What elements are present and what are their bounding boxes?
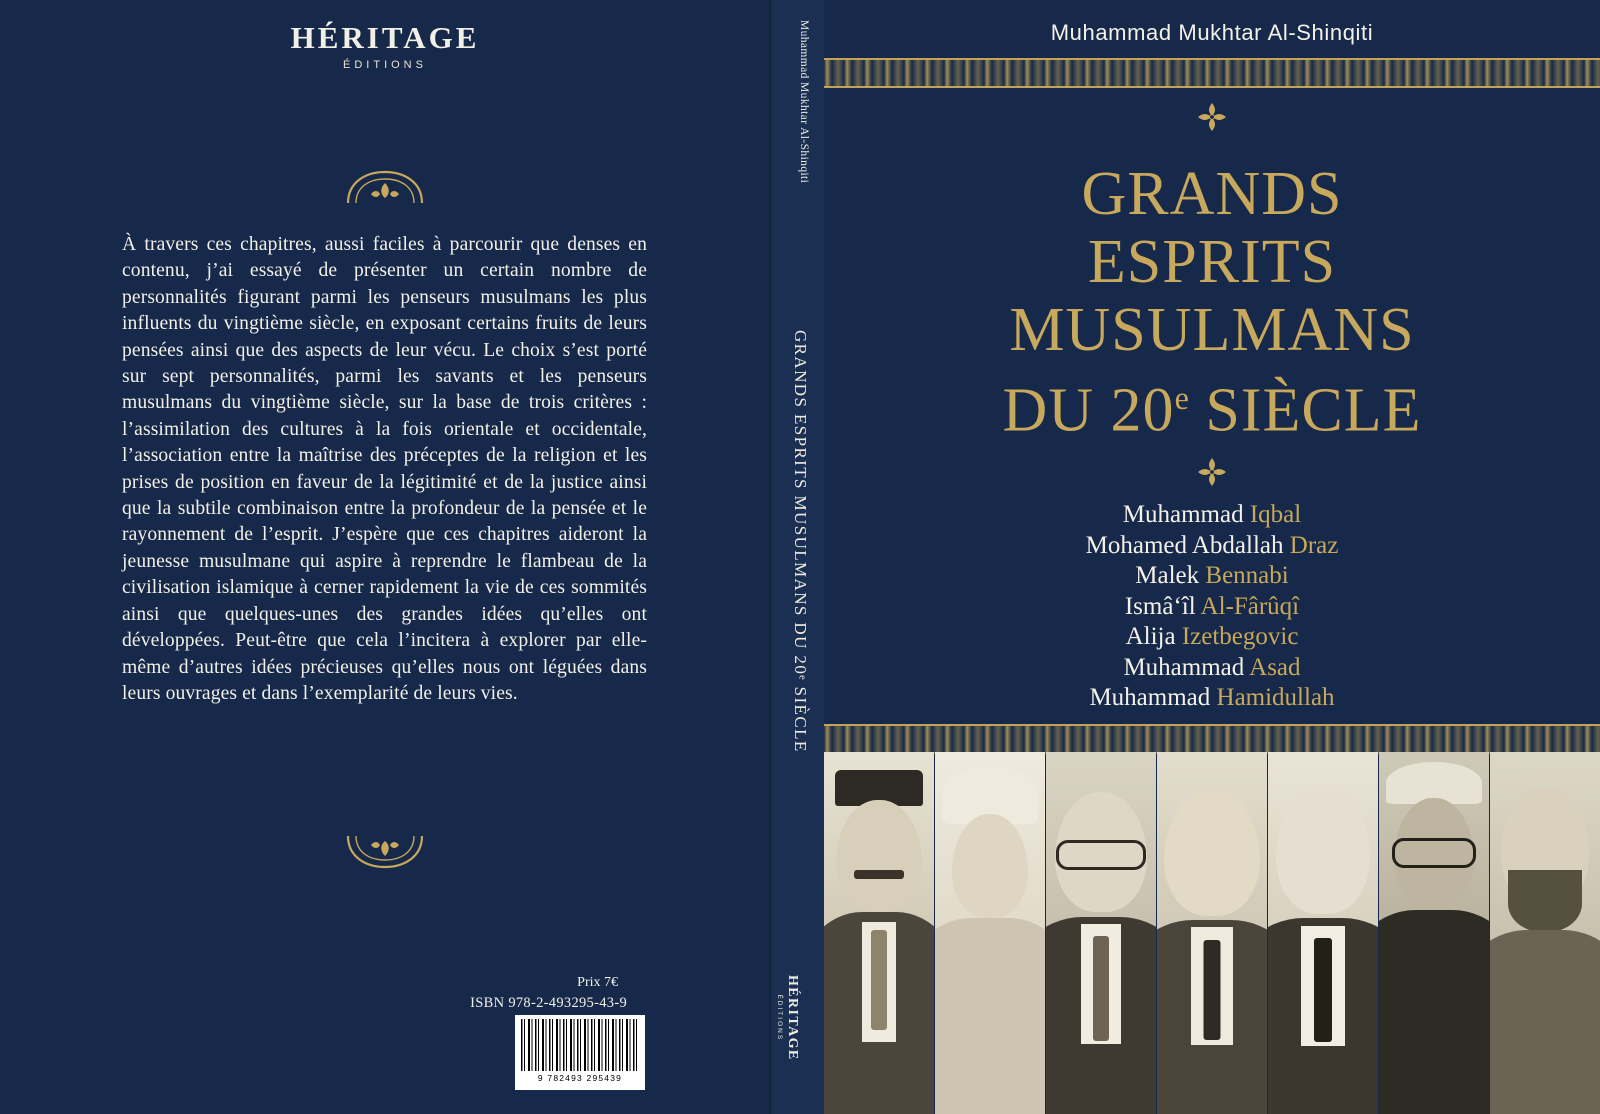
portrait-face <box>836 800 922 912</box>
portrait-tie <box>871 930 887 1030</box>
portrait-malek-bennabi <box>1046 752 1157 1114</box>
arch-ornament-inverted-icon <box>340 835 430 869</box>
thinker-first-name: Mohamed Abdallah <box>1085 531 1290 559</box>
list-item <box>824 561 1600 592</box>
band-pattern-icon <box>824 60 1600 86</box>
barcode-bars <box>521 1019 639 1071</box>
featured-thinkers-list <box>824 500 1600 714</box>
list-item <box>824 592 1600 623</box>
thinker-first-name: Malek <box>1135 562 1206 589</box>
spine <box>770 0 826 1114</box>
portrait-glasses <box>1056 840 1146 870</box>
barcode <box>515 1015 645 1090</box>
thinker-last-name: Bennabi <box>1205 562 1289 589</box>
arch-ornament-icon <box>340 170 430 204</box>
portrait-face <box>1164 790 1260 916</box>
portrait-moustache <box>854 870 904 879</box>
list-item <box>824 500 1600 531</box>
portrait-glasses <box>1392 838 1476 868</box>
thinker-last-name: Al-Fârûqî <box>1200 592 1300 620</box>
decorative-band-middle <box>824 724 1600 754</box>
spine-publisher-subtitle: ÉDITIONS <box>776 994 783 1042</box>
title-line-3: MUSULMANS <box>1009 296 1415 364</box>
title-line-1: GRANDS <box>1081 160 1343 228</box>
portrait-muhammad-asad <box>1379 752 1490 1114</box>
ornament-top-back <box>0 170 770 209</box>
isbn-label: ISBN 978-2-493295-43-9 <box>470 995 627 1011</box>
front-author-name: Muhammad Mukhtar Al-Shinqiti <box>1050 20 1374 45</box>
title-line-4-pre: DU 20 <box>1002 376 1175 445</box>
back-cover <box>0 0 770 1114</box>
ornament-bottom-back <box>0 835 770 874</box>
list-item <box>824 653 1600 684</box>
portrait-face <box>1276 788 1370 914</box>
band-pattern-icon <box>824 726 1600 752</box>
portrait-mohamed-abdallah-draz <box>935 752 1046 1114</box>
publisher-name: HÉRITAGE <box>290 20 480 55</box>
portrait-tie <box>1204 940 1221 1040</box>
back-cover-blurb: À travers ces chapitres, aussi faciles à parcourir que denses en contenu, j’ai essayé de présenter un certain nombre de personnalités figurant parmi les penseurs musulmans les plus influents du vingtième siècle, en exposant certains fruits de leurs pensées ainsi que des aspects de leur vécu. Le choix s’est porté sur sept personnalités, parmi les savants et les penseurs musulmans du vingtième siècle, sur la base de trois critères : l’assimilation des cultures à la fois orientale et occidentale, l’association entre la maîtrise des préceptes de la religion et les prises de position en faveur de la légitimité et de la justice ainsi que la subtile combinaison entre la profondeur de la pensée et le rayonnement de l’esprit. J’espère que ces chapitres aideront la jeunesse musulmane qui aspire à reprendre le flambeau de la civilisation islamique à cerner rapidement la vie de ces sommités ainsi que quelques-unes des grandes idées qu’elles ont développées. Peut-être que cela l’incitera à explorer par elle-même d’autres idées précieuses qu’elles nous ont léguées dans leurs ouvrages et dans l’exemplarité de leurs vies. <box>122 234 647 704</box>
ornament-medallion-middle <box>824 455 1600 494</box>
portrait-strip <box>824 752 1600 1114</box>
portrait-body <box>935 918 1046 1114</box>
spine-author-text: Muhammad Mukhtar Al-Shinqiti <box>798 20 810 184</box>
portrait-body <box>1490 930 1600 1114</box>
publisher-subtitle: ÉDITIONS <box>343 59 427 71</box>
title-ordinal-suffix: e <box>1174 380 1189 416</box>
list-item <box>824 683 1600 714</box>
thinker-first-name: Ismâ‘îl <box>1124 592 1201 620</box>
price-label: Prix 7€ <box>577 975 618 990</box>
floral-medallion-icon <box>1195 455 1229 489</box>
book-title <box>824 160 1600 445</box>
title-line-2: ESPRITS <box>1087 228 1337 296</box>
thinker-first-name: Muhammad <box>1123 653 1250 681</box>
portrait-ismail-al-faruqi <box>1157 752 1268 1114</box>
ornament-medallion-top <box>824 100 1600 139</box>
thinker-last-name: Hamidullah <box>1216 684 1335 711</box>
thinker-last-name: Draz <box>1289 531 1339 559</box>
spine-publisher-name: HÉRITAGE <box>785 975 800 1061</box>
title-line-4-post: SIÈCLE <box>1188 376 1422 445</box>
thinker-first-name: Alija <box>1125 623 1182 650</box>
portrait-tie <box>1093 936 1109 1041</box>
list-item <box>824 622 1600 653</box>
thinker-last-name: Iqbal <box>1249 501 1302 528</box>
floral-medallion-icon <box>1195 100 1229 134</box>
thinker-first-name: Muhammad <box>1122 501 1250 528</box>
portrait-muhammad-iqbal <box>824 752 935 1114</box>
portrait-tie <box>1314 938 1332 1042</box>
portrait-beard <box>1508 870 1582 932</box>
thinker-last-name: Izetbegovic <box>1181 623 1299 650</box>
spine-title-text: GRANDS ESPRITS MUSULMANS DU 20ᵉ SIÈCLE <box>791 330 810 753</box>
portrait-face <box>952 814 1028 918</box>
thinker-first-name: Muhammad <box>1089 684 1217 711</box>
portrait-alija-izetbegovic <box>1268 752 1379 1114</box>
front-cover <box>824 0 1600 1114</box>
back-publisher-logo <box>0 20 770 71</box>
portrait-muhammad-hamidullah <box>1490 752 1600 1114</box>
portrait-body <box>1379 910 1490 1114</box>
list-item <box>824 531 1600 562</box>
decorative-band-top <box>824 58 1600 88</box>
barcode-digits: 9 782493 295439 <box>537 1073 623 1083</box>
title-line-4 <box>824 364 1600 445</box>
thinker-last-name: Asad <box>1249 653 1301 681</box>
